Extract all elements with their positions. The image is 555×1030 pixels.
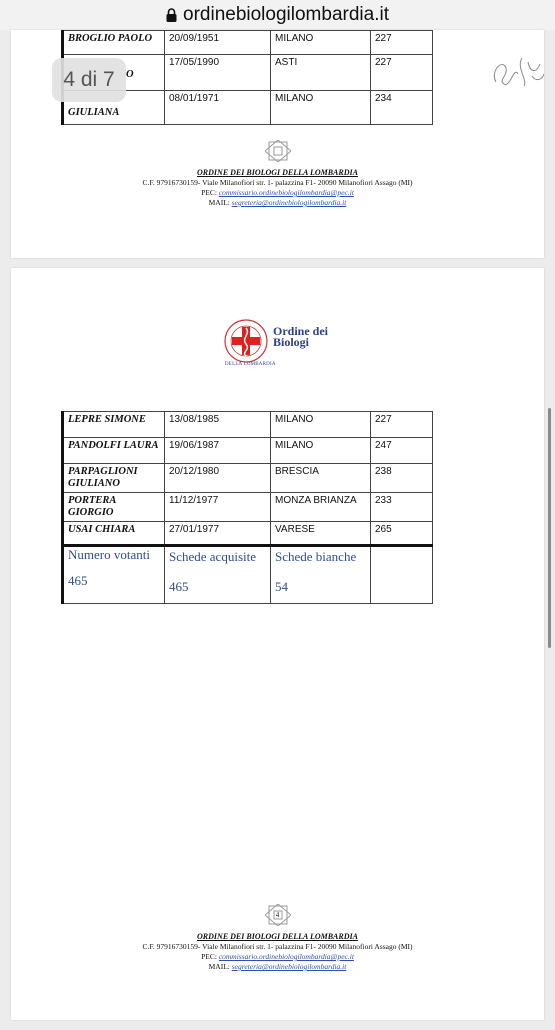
city: BRESCIA: [271, 464, 371, 493]
table-row: [63, 464, 433, 493]
page-footer: [11, 140, 544, 208]
signature-image: [484, 52, 544, 92]
logo-line-1: Ordine dei: [273, 324, 329, 338]
page-footer: [11, 904, 544, 972]
vertical-scrollbar[interactable]: [548, 408, 551, 648]
table-row: [63, 438, 433, 464]
birth-date: 08/01/1971: [165, 91, 271, 125]
vote-count: 238: [371, 464, 433, 493]
city: VARESE: [271, 522, 371, 546]
pec-label: PEC:: [201, 188, 217, 197]
table-row: [63, 493, 433, 522]
acquired-value: 465: [169, 579, 189, 594]
blank-cell: [271, 546, 371, 604]
acquired-cell: [165, 546, 271, 604]
mail-link[interactable]: segreteria@ordinebiologilombardia.it: [231, 962, 347, 971]
candidate-name: PARPAGLIONI GIULIANO: [63, 464, 165, 493]
footer-address: C.F. 97916730159- Viale Milanofiori str. 1- palazzina F1- 20090 Milanofiori Assago (MI): [142, 942, 413, 951]
footer-address: C.F. 97916730159- Viale Milanofiori str. 1- palazzina F1- 20090 Milanofiori Assago (MI): [142, 178, 413, 187]
logo-subtitle: DELLA LOMBARDIA: [225, 362, 276, 367]
blank-label: Schede bianche: [275, 549, 357, 564]
vote-count: 227: [371, 412, 433, 438]
summary-row: [63, 546, 433, 604]
acquired-label: Schede acquisite: [169, 549, 256, 564]
footer-title: ORDINE DEI BIOLOGI DELLA LOMBARDIA: [197, 168, 358, 177]
logo-text: [273, 326, 328, 348]
footer-title: ORDINE DEI BIOLOGI DELLA LOMBARDIA: [197, 932, 358, 941]
order-emblem-icon: [265, 904, 291, 926]
candidate-name: PORTERA GIORGIO: [63, 493, 165, 522]
city: MILANO: [271, 91, 371, 125]
candidate-name-text: GIULIANA: [68, 107, 120, 118]
pec-link[interactable]: commissario.ordinebiologilombardia@pec.it: [218, 188, 354, 197]
city: MILANO: [271, 31, 371, 55]
city: MILANO: [271, 438, 371, 464]
birth-date: 20/09/1951: [165, 31, 271, 55]
city: ASTI: [271, 55, 371, 91]
vote-count: 247: [371, 438, 433, 464]
candidate-name: BROGLIO PAOLO: [63, 31, 165, 55]
city: MILANO: [271, 412, 371, 438]
voters-label: Numero votanti: [68, 547, 150, 562]
pdf-page-4: [11, 268, 544, 1020]
pec-label: PEC:: [201, 952, 217, 961]
birth-date: 19/06/1987: [165, 438, 271, 464]
blank-value: 54: [275, 579, 288, 594]
birth-date: 20/12/1980: [165, 464, 271, 493]
birth-date: 13/08/1985: [165, 412, 271, 438]
mail-label: MAIL:: [208, 198, 230, 207]
votes-table: [61, 411, 433, 604]
logo-seal-icon: [223, 318, 269, 364]
logo-line-2: Biologi: [273, 335, 310, 349]
vote-count: 227: [371, 31, 433, 55]
page-number: 4: [275, 911, 280, 919]
candidate-name-partial: O: [126, 69, 134, 80]
lock-icon: [166, 8, 177, 22]
candidate-name: USAI CHIARA: [63, 522, 165, 546]
birth-date: 11/12/1977: [165, 493, 271, 522]
vote-count: 265: [371, 522, 433, 546]
url-text: ordinebiologilombardia.it: [183, 4, 389, 25]
vote-count: 227: [371, 55, 433, 91]
table-row: [63, 522, 433, 546]
voters-value: 465: [68, 573, 88, 588]
address-bar[interactable]: [0, 0, 555, 30]
empty-cell: [371, 546, 433, 604]
city: MONZA BRIANZA: [271, 493, 371, 522]
birth-date: 17/05/1990: [165, 55, 271, 91]
table-row: [63, 31, 433, 55]
mail-label: MAIL:: [208, 962, 230, 971]
order-logo: [223, 318, 343, 374]
candidate-name: LEPRE SIMONE: [63, 412, 165, 438]
table-row: [63, 412, 433, 438]
vote-count: 233: [371, 493, 433, 522]
birth-date: 27/01/1977: [165, 522, 271, 546]
order-emblem-icon: [265, 140, 291, 162]
voters-cell: [63, 546, 165, 604]
page-counter-badge: 4 di 7: [52, 58, 126, 102]
vote-count: 234: [371, 91, 433, 125]
pec-link[interactable]: commissario.ordinebiologilombardia@pec.it: [218, 952, 354, 961]
mail-link[interactable]: segreteria@ordinebiologilombardia.it: [231, 198, 347, 207]
candidate-name: PANDOLFI LAURA: [63, 438, 165, 464]
